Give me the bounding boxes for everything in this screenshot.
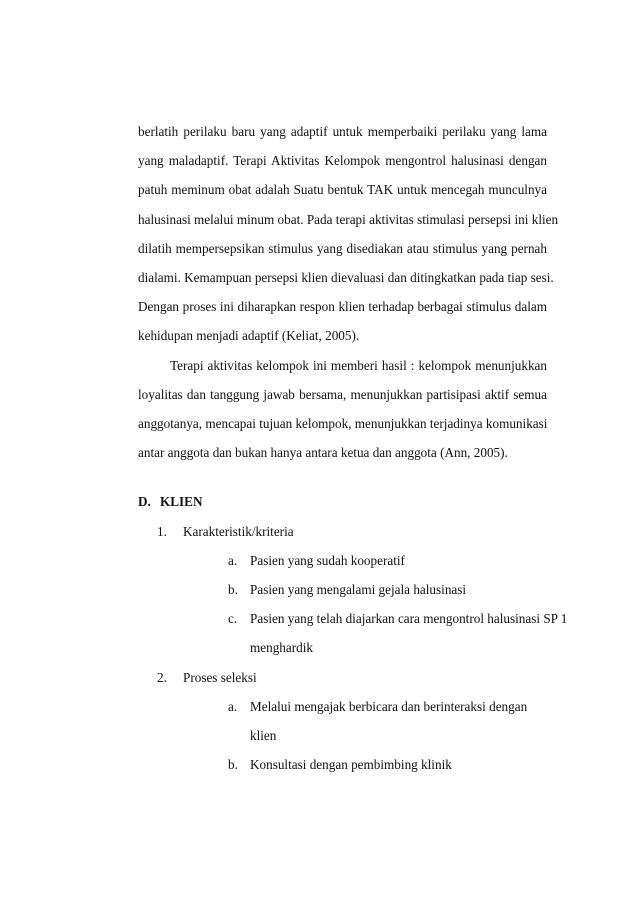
paragraph-2 bbox=[138, 351, 547, 468]
sub-list bbox=[183, 692, 547, 780]
sub-item-text: Pasien yang sudah kooperatif bbox=[250, 552, 405, 568]
sub-list bbox=[183, 546, 568, 663]
paragraph-1-line: kehidupan menjadi adaptif (Keliat, 2005). bbox=[138, 328, 360, 344]
paragraph-2-line: loyalitas dan tanggung jawab bersama, menunjukkan partisipasi aktif semua bbox=[138, 386, 547, 402]
section-number: D. bbox=[138, 494, 151, 510]
sub-list-item bbox=[183, 546, 547, 575]
list-item bbox=[138, 517, 568, 663]
criteria-list bbox=[138, 517, 568, 780]
sub-list-item bbox=[183, 575, 547, 604]
sub-item-letter: a. bbox=[228, 698, 238, 714]
sub-list-item bbox=[183, 750, 547, 779]
paragraph-1-line: halusinasi melalui minum obat. Pada terapi aktivitas stimulasi persepsi ini klien bbox=[138, 211, 559, 227]
sub-item-text: Konsultasi dengan pembimbing klinik bbox=[250, 757, 452, 773]
spacer bbox=[138, 467, 547, 487]
paragraph-1-line: dilatih mempersepsikan stimulus yang disediakan atau stimulus yang pernah bbox=[138, 240, 547, 256]
list-item bbox=[138, 663, 547, 780]
sub-item-letter: c. bbox=[228, 611, 238, 627]
list-item-label: Karakteristik/kriteria bbox=[183, 523, 294, 539]
paragraph-1-line: berlatih perilaku baru yang adaptif untuk memperbaiki perilaku yang lama bbox=[138, 124, 547, 139]
sub-item-letter: b. bbox=[228, 582, 238, 598]
paragraph-1-line: Dengan proses ini diharapkan respon klien terhadap berbagai stimulus dalam bbox=[138, 299, 547, 315]
list-item-number: 1. bbox=[157, 523, 167, 539]
sub-item-letter: a. bbox=[228, 552, 238, 568]
list-item-label: Proses seleksi bbox=[183, 669, 257, 685]
section-heading bbox=[138, 487, 547, 516]
paragraph-1 bbox=[138, 117, 559, 351]
sub-item-letter: b. bbox=[228, 757, 238, 773]
sub-item-text: Pasien yang mengalami gejala halusinasi bbox=[250, 582, 467, 598]
sub-item-text: Melalui mengajak berbicara dan berinteraksi dengan klien bbox=[250, 698, 528, 744]
paragraph-1-line: yang maladaptif. Terapi Aktivitas Kelompok mengontrol halusinasi dengan bbox=[138, 153, 547, 169]
paragraph-1-line: patuh meminum obat adalah Suatu bentuk TAK untuk mencegah munculnya bbox=[138, 182, 547, 198]
paragraph-2-line: Terapi aktivitas kelompok ini memberi hasil : kelompok menunjukkan bbox=[170, 357, 547, 373]
page-content bbox=[138, 117, 568, 779]
sub-list-item bbox=[183, 692, 547, 750]
section-title: KLIEN bbox=[160, 494, 203, 510]
paragraph-2-line: anggotanya, mencapai tujuan kelompok, menunjukkan terjadinya komunikasi bbox=[138, 416, 548, 432]
paragraph-2-line: antar anggota dan bukan hanya antara ketua dan anggota (Ann, 2005). bbox=[138, 445, 508, 461]
sub-item-text: menghardik bbox=[250, 640, 313, 656]
sub-item-text: Pasien yang telah diajarkan cara mengontrol halusinasi SP 1 bbox=[250, 611, 568, 627]
list-item-number: 2. bbox=[157, 669, 167, 685]
paragraph-1-line: dialami. Kemampuan persepsi klien dievaluasi dan ditingkatkan pada tiap sesi. bbox=[138, 270, 554, 286]
sub-list-item bbox=[183, 604, 568, 662]
